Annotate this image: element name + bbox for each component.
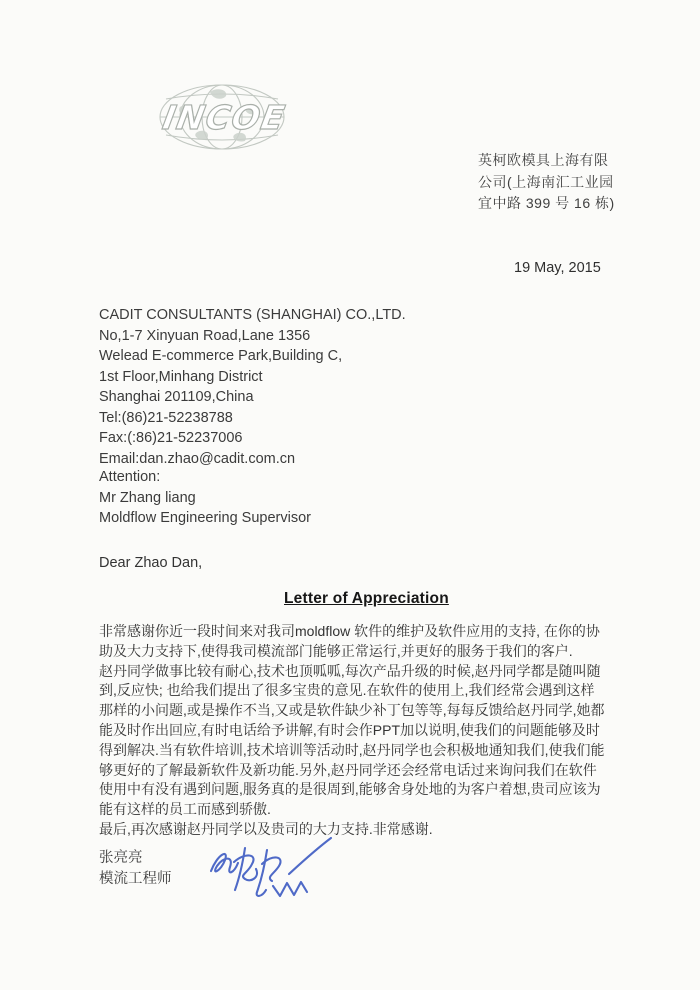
signer-block xyxy=(99,848,172,889)
signer-name: 张亮亮 xyxy=(99,850,143,866)
signer-title: 模流工程师 xyxy=(99,870,172,887)
recipient-line: Tel:(86)21-52238788 xyxy=(99,409,233,426)
recipient-line: 1st Floor,Minhang District xyxy=(99,368,263,385)
logo-text: INCOE xyxy=(159,98,289,137)
attention-name: Mr Zhang liang xyxy=(99,489,196,506)
body-line: 能有这样的员工而感到骄傲. xyxy=(99,801,271,818)
body-line: 赵丹同学做事比较有耐心,技术也顶呱呱,每次产品升级的时候,赵丹同学都是随叫随 xyxy=(99,662,601,679)
recipient-line: Shanghai 201109,China xyxy=(99,389,254,405)
recipient-line: No,1-7 Xinyuan Road,Lane 1356 xyxy=(99,327,311,344)
body-line: 使用中有没有遇到问题,服务真的是很周到,能够舍身处地的为客户着想,贵司应该为 xyxy=(99,781,601,798)
recipient-line: Fax:(:86)21-52237006 xyxy=(99,430,243,446)
sender-address-line: 英柯欧模具上海有限 xyxy=(478,152,609,168)
body-line: 够更好的了解最新软件及新功能.另外,赵丹同学还会经常电话过来询问我们在软件 xyxy=(99,761,597,778)
sender-address xyxy=(478,150,615,215)
attention-title: Moldflow Engineering Supervisor xyxy=(99,510,311,526)
body-line: 非常感谢你近一段时间来对我司moldflow 软件的维护及软件应用的支持, 在你的协 xyxy=(99,623,600,639)
body-line: 最后,再次感谢赵丹同学以及贵司的大力支持.非常感谢. xyxy=(99,820,433,837)
body-line: 得到解决.当有软件培训,技术培训等活动时,赵丹同学也会积极地通知我们,使我们能 xyxy=(99,741,605,758)
letter-body xyxy=(99,622,639,840)
letter-date: 19 May, 2015 xyxy=(514,260,601,276)
body-line: 那样的小问题,或是操作不当,又或是软件缺少补丁包等等,每每反馈给赵丹同学,她都 xyxy=(99,702,605,719)
recipient-line: CADIT CONSULTANTS (SHANGHAI) CO.,LTD. xyxy=(99,307,406,323)
salutation: Dear Zhao Dan, xyxy=(99,555,203,571)
attention-label: Attention: xyxy=(99,469,161,485)
sender-address-line: 宜中路 399 号 16 栋) xyxy=(478,195,615,211)
body-line: 助及大力支持下,使得我司模流部门能够正常运行,并更好的服务于我们的客户. xyxy=(99,642,573,659)
recipient-line: Email:dan.zhao@cadit.com.cn xyxy=(99,450,296,467)
attention-block xyxy=(99,467,311,529)
incoe-globe-logo xyxy=(150,80,295,154)
sender-address-line: 公司(上海南汇工业园 xyxy=(478,173,614,190)
recipient-address xyxy=(99,305,406,469)
handwritten-signature-icon xyxy=(203,833,348,905)
body-line: 到,反应快; 也给我们提出了很多宝贵的意见.在软件的使用上,我们经常会遇到这样 xyxy=(99,682,595,699)
recipient-line: Welead E-commerce Park,Building C, xyxy=(99,348,343,364)
body-line: 能及时作出回应,有时电话给予讲解,有时会作PPT加以说明,使我们的问题能够及时 xyxy=(99,721,600,738)
letter-title: Letter of Appreciation xyxy=(284,590,449,607)
